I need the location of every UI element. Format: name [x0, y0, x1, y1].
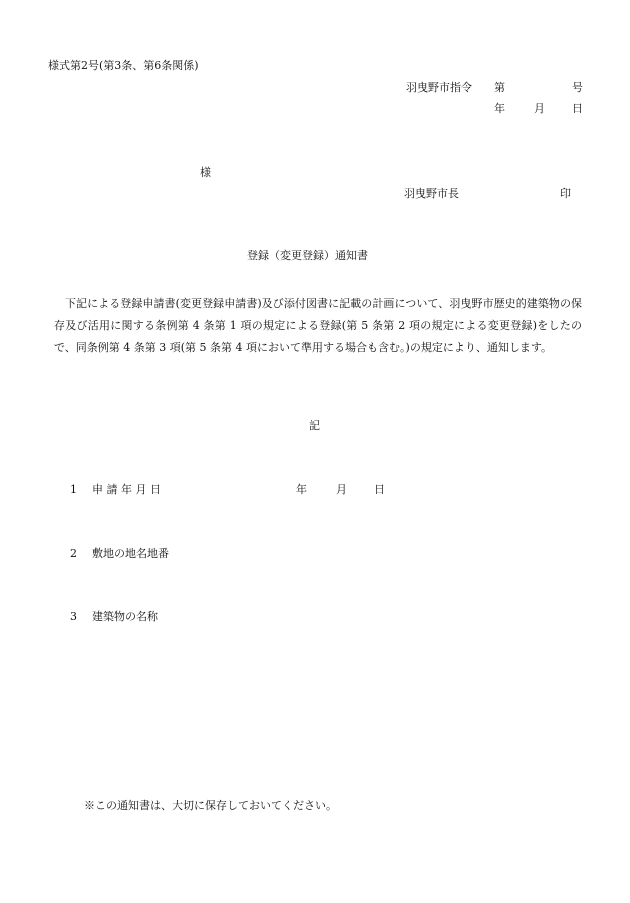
sender-name: 羽曳野市長 [404, 187, 459, 200]
issue-date-day: 日 [572, 102, 583, 115]
form-number: 様式第2号(第3条、第6条関係) [48, 59, 199, 72]
ki-heading: 記 [309, 419, 320, 432]
item-label: 敷地の地名地番 [92, 547, 169, 560]
application-date-day: 日 [374, 483, 385, 496]
application-date-year: 年 [296, 483, 307, 496]
addressee-honorific: 様 [200, 166, 211, 179]
seal-mark: 印 [560, 187, 571, 200]
issue-date-year: 年 [494, 102, 505, 115]
issue-number-suffix: 号 [572, 81, 583, 94]
document-title: 登録（変更登録）通知書 [247, 249, 368, 262]
item-site-address [70, 548, 169, 559]
application-date-month: 月 [336, 483, 347, 496]
issuer-name: 羽曳野市指令 [406, 81, 472, 94]
item-application-date [70, 484, 161, 495]
footer-note: ※この通知書は、大切に保存しておいてください。 [84, 799, 337, 812]
issue-date-month: 月 [534, 102, 545, 115]
item-label: 申 請 年 月 日 [92, 483, 161, 496]
issue-number-prefix: 第 [494, 81, 505, 94]
body-text: 下記による登録申請書(変更登録申請書)及び添付図書に記載の計画について、羽曳野市歴史的建築物の保存及び活用に関する条例第 4 条第 1 項の規定による登録(第 5 条第 2 項の規定による変更登録)をしたので、同条例第 4 条第 3 項(第 5 条第 4 項において準用する場合も含む。)の規定により、通知します。 [54, 297, 582, 354]
item-building-name [70, 611, 158, 622]
body-paragraph [54, 293, 582, 359]
item-number: 3 [70, 610, 77, 623]
item-label: 建築物の名称 [92, 610, 158, 623]
item-number: 1 [70, 483, 77, 496]
item-number: 2 [70, 547, 77, 560]
